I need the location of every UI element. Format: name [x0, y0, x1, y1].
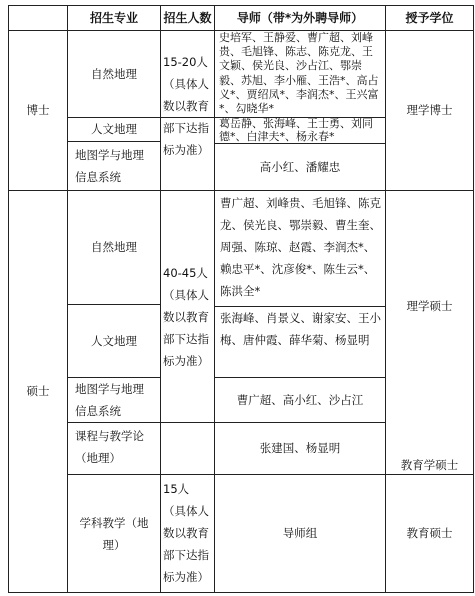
- header-quota: 招生人数: [163, 10, 212, 25]
- masters-degree-science: 理学硕士: [406, 299, 453, 313]
- masters-advisors-physical-geography: 曹广超、刘峰贵、毛旭锋、陈克龙、侯光良、鄂崇毅、曹生奎、周强、陈琼、赵霞、李润杰*、赖忠平*、沈彦俊*、陈生云*、陈洪全*: [220, 196, 381, 298]
- masters-quota-science: 40-45人（具体人数以教育部下达指标为准）: [163, 266, 209, 368]
- phd-degree: 理学博士: [406, 103, 453, 117]
- masters-major-curriculum-instruction: 课程与教学论（地理）: [75, 429, 144, 465]
- masters-degree-education: 教育学硕士: [400, 458, 459, 472]
- masters-major-cartography-gis: 地图学与地理信息系统: [75, 382, 144, 418]
- masters-quota-teaching: 15人（具体人数以教育部下达指标为准）: [163, 482, 209, 584]
- phd-major-physical-geography: 自然地理: [91, 66, 137, 81]
- masters-major-human-geography: 人文地理: [91, 333, 137, 348]
- masters-degree-professional: 教育硕士: [406, 526, 453, 540]
- phd-major-human-geography: 人文地理: [91, 122, 137, 136]
- phd-advisors-physical-geography: 史培军、王静爱、曹广超、刘峰贵、毛旭锋、陈志、陈克龙、王文颖、侯光良、沙占江、鄂崇毅、苏旭、李小雁、王浩*、高占义*、贾绍凤*、李润杰*、王兴富*、勾晓华*: [219, 31, 379, 116]
- masters-advisors-cartography-gis: 曹广超、高小红、沙占江: [236, 392, 364, 407]
- header-major: 招生专业: [89, 10, 138, 25]
- masters-advisors-curriculum-instruction: 张建国、杨显明: [259, 441, 341, 455]
- phd-major-cartography-gis: 地图学与地理信息系统: [75, 148, 144, 184]
- masters-major-physical-geography: 自然地理: [91, 240, 137, 254]
- header-degree: 授予学位: [405, 10, 454, 25]
- level-masters: 硕士: [26, 384, 50, 398]
- phd-advisors-human-geography: 葛岳静、张海峰、王士勇、刘同德*、白津夫*、杨永春*: [219, 117, 373, 143]
- phd-advisors-cartography-gis: 高小红、潘耀忠: [259, 159, 341, 174]
- phd-quota: 15-20人（具体人数以教育部下达指标为准）: [163, 55, 209, 157]
- masters-advisors-subject-teaching: 导师组: [282, 526, 318, 540]
- masters-advisors-human-geography: 张海峰、肖景义、谢家安、王小梅、唐仲霞、薛华菊、杨显明: [220, 311, 381, 347]
- masters-major-subject-teaching: 学科教学（地理）: [79, 515, 149, 552]
- level-phd: 博士: [26, 103, 50, 117]
- header-advisors: 导师（带*为外聘导师）: [236, 10, 364, 25]
